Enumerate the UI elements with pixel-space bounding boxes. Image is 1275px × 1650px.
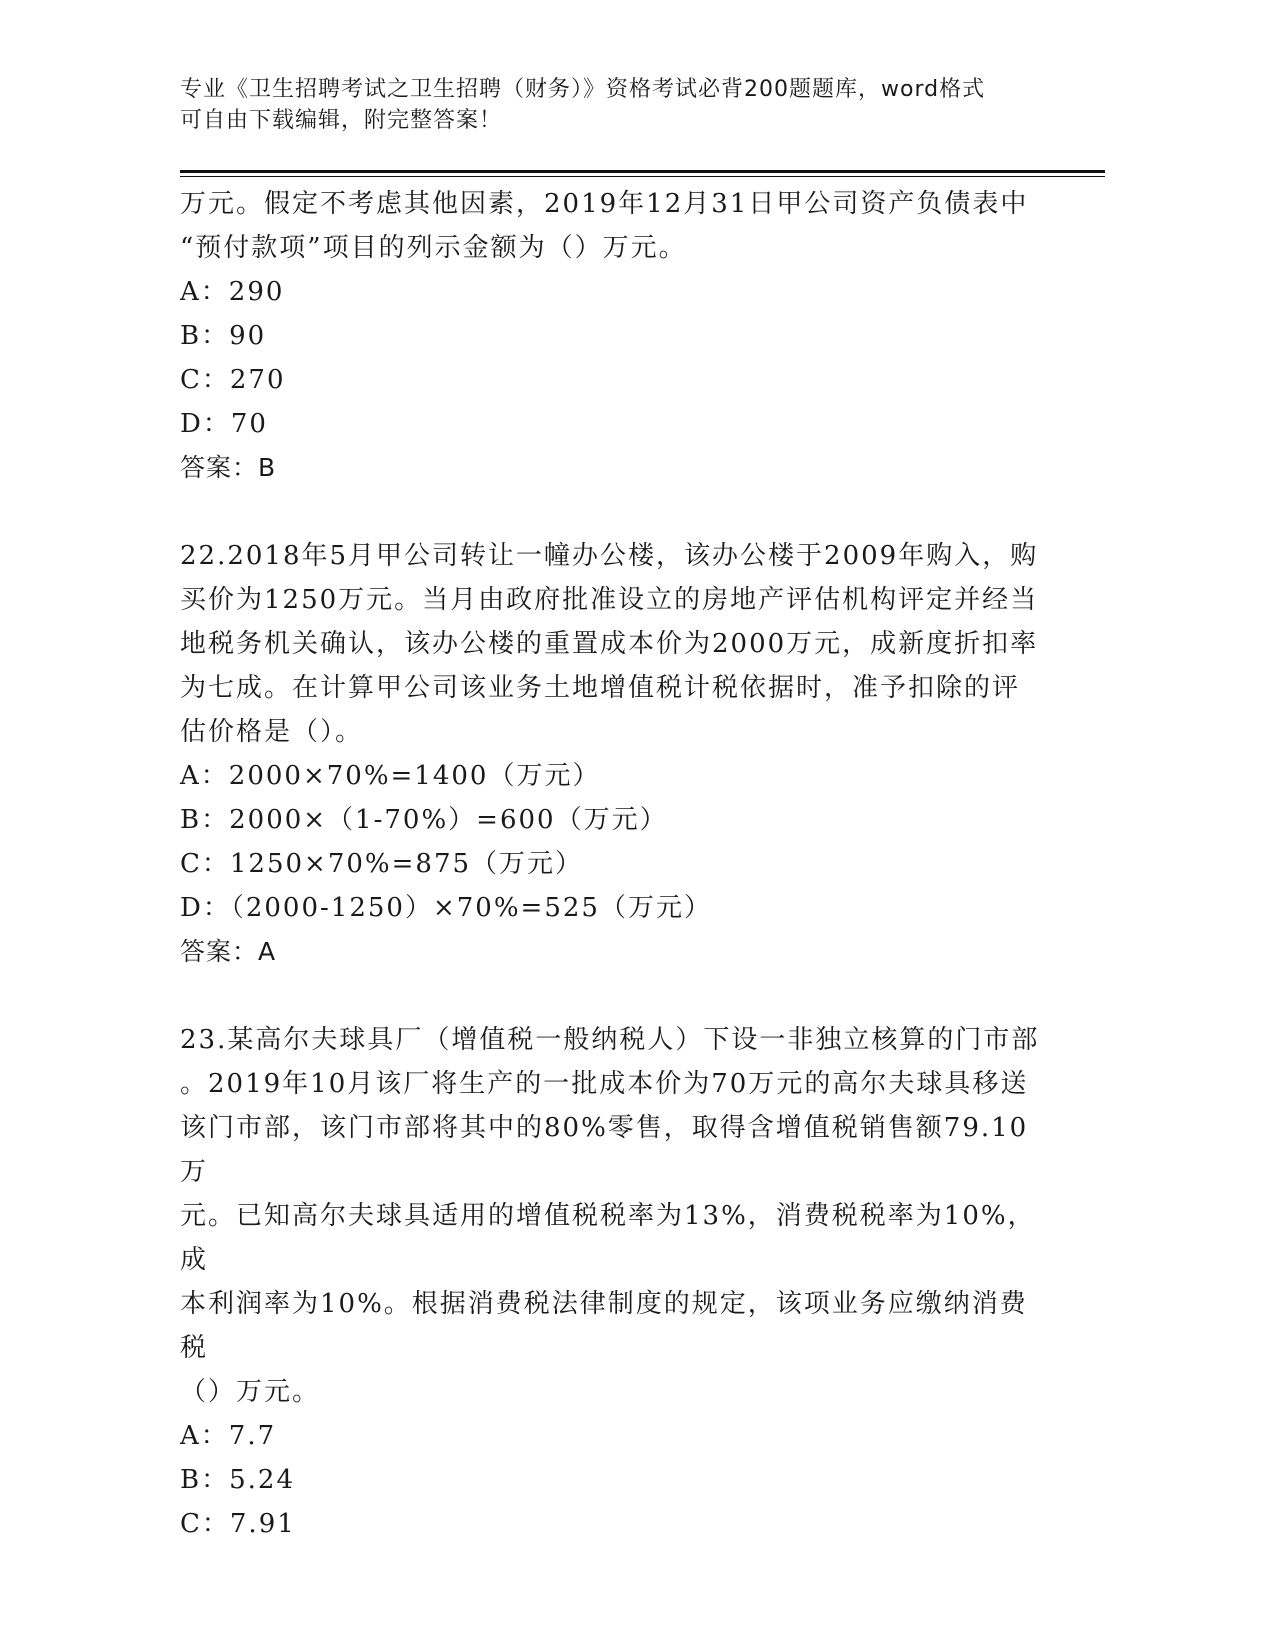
- question-23-text-line-3: 该门市部，该门市部将其中的80%零售，取得含增值税销售额79.10万: [180, 1113, 1029, 1187]
- header-title-line-1: 专业《卫生招聘考试之卫生招聘（财务）》资格考试必背200题题库，word格式: [180, 77, 986, 102]
- page-content: [180, 182, 1040, 1546]
- question-23-option-c: C：7.91: [180, 1509, 296, 1539]
- question-22-option-d: D：（2000-1250）×70%=525（万元）: [180, 893, 712, 923]
- question-23-text-line-1: 23.某高尔夫球具厂（增值税一般纳税人）下设一非独立核算的门市部: [180, 1025, 1040, 1055]
- question-21-option-c: C：270: [180, 365, 286, 395]
- spacer: [180, 490, 1040, 534]
- question-23-text-line-5: 本利润率为10%。根据消费税法律制度的规定，该项业务应缴纳消费税: [180, 1289, 1028, 1363]
- question-22-text-line-3: 地税务机关确认，该办公楼的重置成本价为2000万元，成新度折扣率: [180, 629, 1039, 659]
- question-23-option-b: B：5.24: [180, 1465, 295, 1495]
- header-title-line-2: 可自由下载编辑，附完整答案！: [180, 108, 503, 133]
- question-22-option-a: A：2000×70%=1400（万元）: [180, 761, 601, 791]
- question-22-text-line-1: 22.2018年5月甲公司转让一幢办公楼，该办公楼于2009年购入，购: [180, 541, 1039, 571]
- question-23-text-line-6: （）万元。: [180, 1377, 321, 1407]
- question-21-option-b: B：90: [180, 321, 267, 351]
- question-21-answer: 答案：B: [180, 453, 277, 482]
- question-22-text-line-5: 估价格是（）。: [180, 717, 364, 747]
- question-22-option-b: B：2000×（1-70%）=600（万元）: [180, 805, 668, 835]
- question-23-text-line-4: 元。已知高尔夫球具适用的增值税税率为13%，消费税税率为10%，成: [180, 1201, 1036, 1275]
- question-23-text-line-2: 。2019年10月该厂将生产的一批成本价为70万元的高尔夫球具移送: [180, 1069, 1029, 1099]
- question-23: [180, 1018, 1040, 1546]
- question-22: [180, 534, 1040, 974]
- question-22-answer: 答案：A: [180, 937, 277, 966]
- question-21-text-line-1: 万元。假定不考虑其他因素，2019年12月31日甲公司资产负债表中: [180, 189, 1029, 219]
- question-23-option-a: A：7.7: [180, 1421, 277, 1451]
- question-21-text-line-2: “预付款项”项目的列示金额为（）万元。: [180, 233, 687, 263]
- question-21-option-a: A：290: [180, 277, 285, 307]
- header-rule-thick: [180, 170, 1105, 173]
- question-22-option-c: C：1250×70%=875（万元）: [180, 849, 584, 879]
- spacer: [180, 974, 1040, 1018]
- question-22-text-line-4: 为七成。在计算甲公司该业务土地增值税计税依据时，准予扣除的评: [180, 673, 1021, 703]
- header-rule-thin: [180, 176, 1105, 177]
- question-21: [180, 182, 1040, 490]
- page-header: [180, 74, 1040, 136]
- question-21-option-d: D：70: [180, 409, 268, 439]
- question-22-text-line-2: 买价为1250万元。当月由政府批准设立的房地产评估机构评定并经当: [180, 585, 1039, 615]
